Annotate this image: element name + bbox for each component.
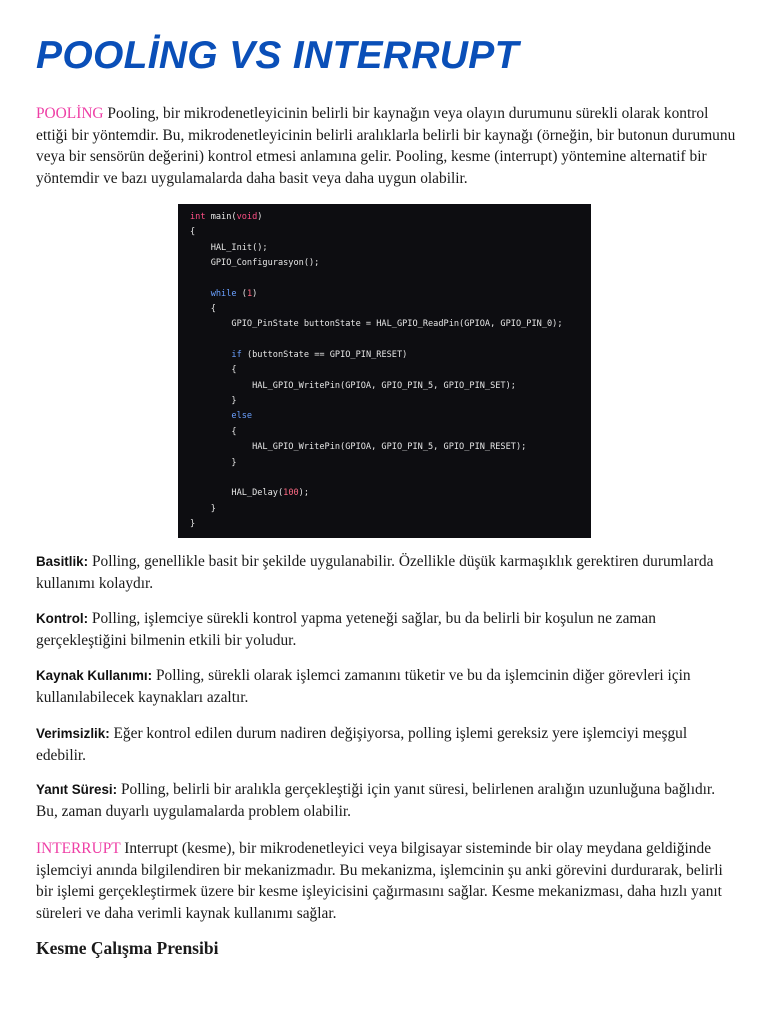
code-line: { xyxy=(190,365,237,376)
point-kaynak-kullanimi xyxy=(36,665,736,708)
section-subheading: Kesme Çalışma Prensibi xyxy=(36,938,219,958)
code-line: int main(void) xyxy=(190,212,263,222)
point-label: Kaynak Kullanımı: xyxy=(36,668,153,683)
code-line: } xyxy=(190,518,196,529)
code-line: HAL_GPIO_WritePin(GPIOA, GPIO_PIN_5, GPIO_PIN_SET); xyxy=(190,380,516,391)
code-line: GPIO_PinState buttonState = HAL_GPIO_ReadPin(GPIOA, GPIO_PIN_0); xyxy=(190,319,563,330)
point-kontrol xyxy=(36,608,736,651)
code-line: HAL_GPIO_WritePin(GPIOA, GPIO_PIN_5, GPIO_PIN_RESET); xyxy=(190,442,527,453)
point-label: Basitlik: xyxy=(36,554,89,569)
interrupt-paragraph xyxy=(36,838,736,924)
page-title: POOLİNG VS INTERRUPT xyxy=(36,34,519,77)
code-image xyxy=(178,204,591,538)
point-text: Polling, sürekli olarak işlemci zamanını tüketir ve bu da işlemcinin diğer görevleri için kullanılabilecek kaynakları azaltır. xyxy=(36,667,691,706)
code-line: } xyxy=(190,503,216,514)
code-line: else xyxy=(231,411,253,422)
point-text: Polling, işlemciye sürekli kontrol yapma yeteneği sağlar, bu da belirli bir koşulun ne zaman gerçekleştiğini bilmenin etkili bir yoludur. xyxy=(36,610,656,649)
point-text: Polling, genellikle basit bir şekilde uygulanabilir. Özellikle düşük karmaşıklık gerektiren durumlarda kullanımı kolaydır. xyxy=(36,553,714,592)
point-label: Yanıt Süresi: xyxy=(36,782,118,797)
point-yanit-suresi xyxy=(36,779,736,822)
interrupt-label: INTERRUPT xyxy=(36,840,121,857)
code-line: HAL_Init(); xyxy=(190,242,268,253)
code-line: } xyxy=(190,457,237,468)
code-line xyxy=(190,471,591,486)
code-line: if (buttonState == GPIO_PIN_RESET) xyxy=(231,350,408,361)
code-line: GPIO_Configurasyon(); xyxy=(190,258,320,269)
point-text: Polling, belirli bir aralıkla gerçekleştiği için yanıt süresi, belirlenen aralığın uzunluğuna bağlıdır. Bu, zaman duyarlı uygulamalarda problem olabilir. xyxy=(36,781,716,820)
point-verimsizlik xyxy=(36,723,736,766)
interrupt-text: Interrupt (kesme), bir mikrodenetleyici veya bilgisayar sisteminde bir olay meydana geldiğinde işlemciyi anında bilgilendiren bir mekanizmadır. Bu mekanizma, işlemcinin şu anki görevini durdurarak, belirli bir işlemi gerçekleştirmek üzere bir kesme işleyicisini çağırmasını sağlar. Kesme mekanizması, daha hızlı yanıt süreleri ve daha verimli kaynak kullanımı sağlar. xyxy=(36,840,723,922)
code-line: { xyxy=(190,426,237,437)
point-label: Kontrol: xyxy=(36,611,89,626)
code-line xyxy=(190,271,591,286)
code-line: { xyxy=(190,304,216,315)
pooling-paragraph xyxy=(36,103,736,189)
pooling-label: POOLİNG xyxy=(36,105,104,122)
code-line: HAL_Delay(100); xyxy=(190,488,310,499)
code-line xyxy=(190,333,591,348)
pooling-text: Pooling, bir mikrodenetleyicinin belirli bir kaynağın veya olayın durumunu sürekli olarak kontrol ettiği bir yöntemdir. Bu, mikrodenetleyicinin belirli aralıklarla belirli bir kaynağı (örneğin, bir butonun durumunu veya bir sensörün değerini) kontrol etmesi anlamına gelir. Pooling, kesme (interrupt) yöntemine alternatif bir yöntemdir ve bazı uygulamalarda daha basit veya daha uygun olabilir. xyxy=(36,105,736,187)
point-text: Eğer kontrol edilen durum nadiren değişiyorsa, polling işlemi gereksiz yere işlemciyi meşgul edebilir. xyxy=(36,725,688,764)
point-basitlik xyxy=(36,551,736,594)
point-label: Verimsizlik: xyxy=(36,726,110,741)
code-line: while (1) xyxy=(210,288,258,299)
code-line: { xyxy=(190,227,196,238)
code-line: } xyxy=(190,396,237,407)
